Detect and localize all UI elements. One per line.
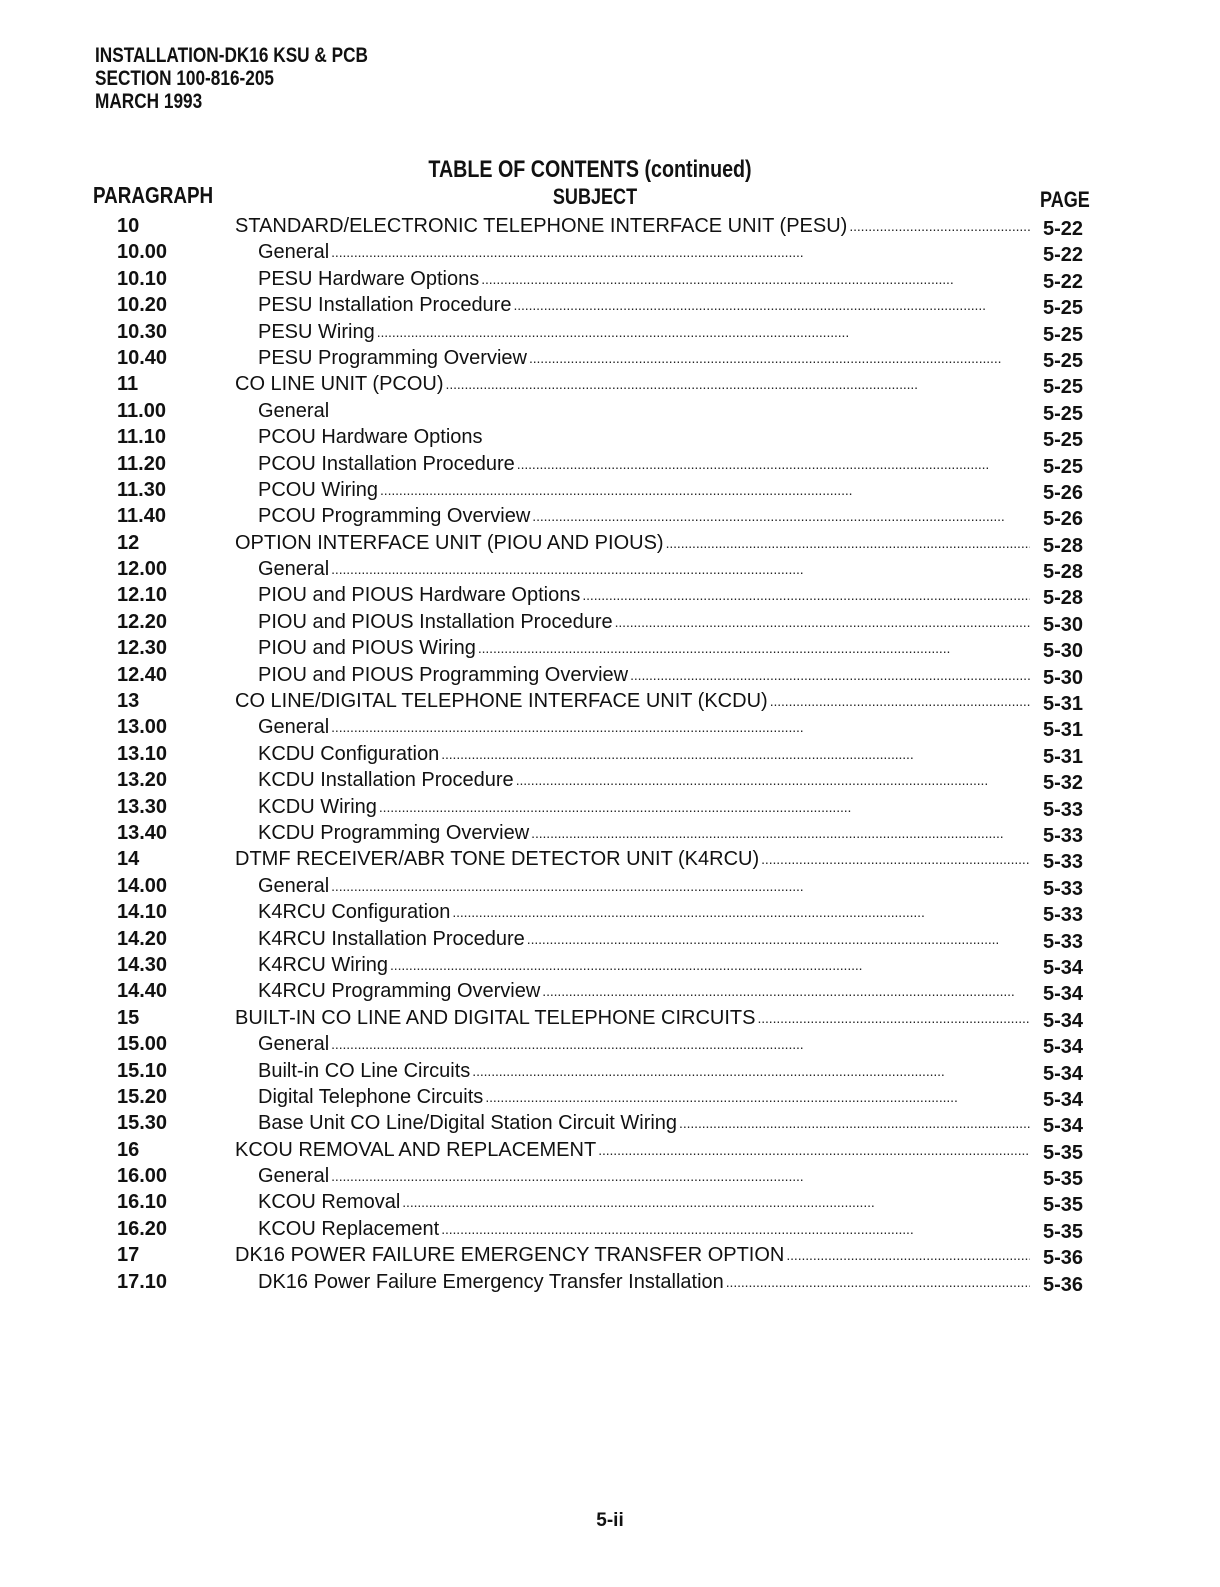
paragraph-number: 11.00 <box>117 399 166 422</box>
dot-leader <box>331 1163 1030 1189</box>
entry-subject: PIOU and PIOUS Hardware Options <box>258 584 581 607</box>
entry-page: 5-25 <box>1043 455 1084 478</box>
toc-entry <box>0 820 1220 846</box>
entry-subject: KCDU Installation Procedure <box>258 769 514 792</box>
paragraph-number: 15.00 <box>117 1033 168 1056</box>
entry-subject: Digital Telephone Circuits <box>258 1085 484 1108</box>
entry-page: 5-26 <box>1043 508 1084 531</box>
paragraph-number: 11.40 <box>117 505 166 528</box>
paragraph-number: 14 <box>117 848 140 871</box>
toc-entry <box>0 1189 1220 1215</box>
entry-page: 5-28 <box>1043 561 1084 584</box>
toc-list <box>0 213 1220 1295</box>
paragraph-number: 12.10 <box>117 584 168 607</box>
entry-page: 5-25 <box>1043 376 1084 399</box>
entry-subject: PESU Programming Overview <box>258 346 527 369</box>
entry-page: 5-36 <box>1043 1273 1084 1296</box>
toc-entry <box>0 767 1220 793</box>
toc-entry <box>0 952 1220 978</box>
dot-leader <box>481 266 1030 292</box>
page-number: 5-ii <box>596 1510 624 1531</box>
toc-entry <box>0 266 1220 292</box>
entry-subject: PESU Wiring <box>258 320 375 343</box>
entry-page: 5-31 <box>1043 719 1084 742</box>
paragraph-number: 10.00 <box>117 241 168 264</box>
paragraph-number: 14.40 <box>117 980 168 1003</box>
entry-subject: KCDU Wiring <box>258 795 377 818</box>
column-header-page: PAGE <box>1040 187 1090 212</box>
toc-entry <box>0 582 1220 608</box>
dot-leader <box>331 239 1030 265</box>
dot-leader <box>380 477 1030 503</box>
dot-leader <box>402 1189 1030 1215</box>
paragraph-number: 17 <box>117 1244 140 1267</box>
paragraph-number: 10 <box>117 215 140 237</box>
entry-subject: PCOU Programming Overview <box>258 505 531 528</box>
paragraph-number: 13 <box>117 690 140 713</box>
document-header <box>95 44 368 113</box>
entry-subject: DK16 Power Failure Emergency Transfer Installation <box>258 1270 724 1293</box>
dot-leader <box>485 1084 1030 1110</box>
dot-leader <box>331 714 1030 740</box>
dot-leader <box>542 978 1030 1004</box>
paragraph-number: 12.20 <box>117 610 168 633</box>
entry-page: 5-34 <box>1043 1062 1084 1085</box>
entry-page: 5-22 <box>1043 270 1084 293</box>
entry-subject: KCDU Programming Overview <box>258 821 530 844</box>
toc-entry <box>0 451 1220 477</box>
toc-entry <box>0 1163 1220 1189</box>
header-section: SECTION 100-816-205 <box>95 67 274 90</box>
entry-subject: STANDARD/ELECTRONIC TELEPHONE INTERFACE UNIT (PESU) <box>235 215 848 237</box>
paragraph-number: 13.10 <box>117 742 168 765</box>
dot-leader <box>513 292 1030 318</box>
toc-entry <box>0 424 1220 450</box>
toc-entry <box>0 1084 1220 1110</box>
toc-entry <box>0 1269 1220 1295</box>
paragraph-number: 11.10 <box>117 426 166 449</box>
toc-entry <box>0 635 1220 661</box>
entry-subject: BUILT-IN CO LINE AND DIGITAL TELEPHONE CIRCUITS <box>235 1006 756 1029</box>
paragraph-number: 16 <box>117 1138 140 1161</box>
paragraph-number: 16.00 <box>117 1165 168 1188</box>
entry-page: 5-31 <box>1043 693 1084 716</box>
entry-page: 5-25 <box>1043 429 1084 452</box>
paragraph-number: 13.20 <box>117 769 168 792</box>
entry-subject: DTMF RECEIVER/ABR TONE DETECTOR UNIT (K4RCU) <box>235 848 760 871</box>
entry-page: 5-34 <box>1043 1115 1084 1138</box>
entry-page: 5-26 <box>1043 481 1084 504</box>
toc-entry <box>0 846 1220 872</box>
entry-page: 5-33 <box>1043 877 1084 900</box>
entry-page: 5-34 <box>1043 1036 1084 1059</box>
toc-entry <box>0 477 1220 503</box>
entry-page: 5-28 <box>1043 534 1084 557</box>
dot-leader <box>331 556 1030 582</box>
entry-subject: PESU Installation Procedure <box>258 294 512 317</box>
paragraph-number: 11.20 <box>117 452 166 475</box>
toc-entry <box>0 714 1220 740</box>
entry-page: 5-25 <box>1043 349 1084 372</box>
toc-entry <box>0 503 1220 529</box>
paragraph-number: 10.30 <box>117 320 168 343</box>
dot-leader <box>516 767 1030 793</box>
entry-page: 5-22 <box>1043 244 1084 267</box>
entry-subject: General <box>258 241 330 264</box>
dot-leader <box>726 1269 1030 1295</box>
entry-page: 5-25 <box>1043 402 1084 425</box>
paragraph-number: 12.00 <box>117 558 168 581</box>
toc-entry <box>0 1031 1220 1057</box>
paragraph-number: 10.10 <box>117 267 168 290</box>
entry-page: 5-33 <box>1043 851 1084 874</box>
entry-subject: PIOU and PIOUS Wiring <box>258 637 476 660</box>
entry-page: 5-35 <box>1043 1194 1084 1217</box>
entry-subject: DK16 POWER FAILURE EMERGENCY TRANSFER OPTION <box>235 1244 785 1267</box>
entry-page: 5-31 <box>1043 745 1084 768</box>
entry-subject: OPTION INTERFACE UNIT (PIOU AND PIOUS) <box>235 531 664 554</box>
entry-page: 5-34 <box>1043 956 1084 979</box>
entry-subject: General <box>258 874 330 897</box>
dot-leader <box>441 741 1030 767</box>
dot-leader <box>757 1005 1030 1031</box>
paragraph-number: 12.40 <box>117 663 168 686</box>
paragraph-number: 13.00 <box>117 716 168 739</box>
entry-page: 5-32 <box>1043 772 1084 795</box>
entry-page: 5-33 <box>1043 798 1084 821</box>
entry-subject: General <box>258 399 330 422</box>
entry-subject: KCOU Removal <box>258 1191 401 1214</box>
dot-leader <box>446 371 1030 397</box>
entry-page: 5-33 <box>1043 904 1084 927</box>
paragraph-number: 12.30 <box>117 637 168 660</box>
dot-leader <box>390 952 1030 978</box>
paragraph-number: 14.20 <box>117 927 168 950</box>
toc-entry <box>0 530 1220 556</box>
dot-leader <box>478 635 1030 661</box>
dot-leader <box>331 398 1030 424</box>
entry-page: 5-30 <box>1043 666 1084 689</box>
toc-entry <box>0 1005 1220 1031</box>
toc-entry <box>0 873 1220 899</box>
paragraph-number: 10.40 <box>117 346 168 369</box>
dot-leader <box>761 846 1030 872</box>
entry-page: 5-34 <box>1043 983 1084 1006</box>
entry-page: 5-25 <box>1043 323 1084 346</box>
paragraph-number: 15.20 <box>117 1085 168 1108</box>
entry-page: 5-34 <box>1043 1009 1084 1032</box>
dot-leader <box>452 899 1030 925</box>
entry-subject: PCOU Hardware Options <box>258 426 483 449</box>
entry-subject: PIOU and PIOUS Installation Procedure <box>258 610 613 633</box>
paragraph-number: 10.20 <box>117 294 168 317</box>
paragraph-number: 11.30 <box>117 478 166 501</box>
dot-leader <box>598 1137 1030 1163</box>
entry-subject: KCOU REMOVAL AND REPLACEMENT <box>235 1138 597 1161</box>
paragraph-number: 12 <box>117 531 140 554</box>
dot-leader <box>331 873 1030 899</box>
toc-entry <box>0 662 1220 688</box>
entry-subject: KCOU Replacement <box>258 1217 440 1240</box>
entry-subject: K4RCU Programming Overview <box>258 980 541 1003</box>
entry-subject: PCOU Wiring <box>258 478 379 501</box>
entry-subject: Base Unit CO Line/Digital Station Circuit Wiring <box>258 1112 678 1135</box>
dot-leader <box>786 1242 1030 1268</box>
dot-leader <box>472 1058 1030 1084</box>
paragraph-number: 16.10 <box>117 1191 168 1214</box>
dot-leader <box>666 530 1030 556</box>
toc-entry <box>0 609 1220 635</box>
dot-leader <box>377 319 1030 345</box>
header-title: INSTALLATION-DK16 KSU & PCB <box>95 44 368 67</box>
toc-entry <box>0 345 1220 371</box>
entry-subject: CO LINE UNIT (PCOU) <box>235 373 444 396</box>
entry-page: 5-33 <box>1043 824 1084 847</box>
dot-leader <box>615 609 1030 635</box>
dot-leader <box>331 1031 1030 1057</box>
entry-subject: K4RCU Installation Procedure <box>258 927 525 950</box>
paragraph-number: 14.00 <box>117 874 168 897</box>
entry-subject: KCDU Configuration <box>258 742 440 765</box>
entry-page: 5-35 <box>1043 1141 1084 1164</box>
column-header-subject: SUBJECT <box>552 184 638 209</box>
paragraph-number: 15 <box>117 1006 140 1029</box>
toc-entry <box>0 794 1220 820</box>
entry-subject: PCOU Installation Procedure <box>258 452 515 475</box>
toc-entry <box>0 319 1220 345</box>
dot-leader <box>379 794 1030 820</box>
paragraph-number: 15.30 <box>117 1112 168 1135</box>
toc-entry <box>0 1110 1220 1136</box>
entry-subject: General <box>258 1165 330 1188</box>
dot-leader <box>532 503 1030 529</box>
toc-entry <box>0 556 1220 582</box>
entry-subject: General <box>258 558 330 581</box>
toc-entry <box>0 239 1220 265</box>
dot-leader <box>441 1216 1030 1242</box>
entry-page: 5-28 <box>1043 587 1084 610</box>
paragraph-number: 11 <box>117 373 139 396</box>
paragraph-number: 17.10 <box>117 1270 168 1293</box>
entry-page: 5-33 <box>1043 930 1084 953</box>
dot-leader <box>531 820 1030 846</box>
dot-leader <box>770 688 1030 714</box>
entry-subject: Built-in CO Line Circuits <box>258 1059 471 1082</box>
entry-page: 5-35 <box>1043 1220 1084 1243</box>
toc-entry <box>0 371 1220 397</box>
entry-page: 5-30 <box>1043 613 1084 636</box>
toc-entry <box>0 978 1220 1004</box>
toc-entry <box>0 292 1220 318</box>
paragraph-number: 14.30 <box>117 953 168 976</box>
toc-entry <box>0 741 1220 767</box>
page-title: TABLE OF CONTENTS (continued) <box>428 156 752 183</box>
entry-subject: PESU Hardware Options <box>258 267 480 290</box>
entry-subject: General <box>258 716 330 739</box>
toc-entry <box>0 688 1220 714</box>
entry-page: 5-34 <box>1043 1088 1084 1111</box>
dot-leader <box>582 582 1030 608</box>
dot-leader <box>485 424 1030 450</box>
entry-page: 5-36 <box>1043 1247 1084 1270</box>
paragraph-number: 14.10 <box>117 901 168 924</box>
toc-entry <box>0 1216 1220 1242</box>
entry-subject: PIOU and PIOUS Programming Overview <box>258 663 629 686</box>
paragraph-number: 15.10 <box>117 1059 168 1082</box>
dot-leader <box>679 1110 1030 1136</box>
dot-leader <box>527 926 1030 952</box>
dot-leader <box>630 662 1030 688</box>
entry-subject: K4RCU Configuration <box>258 901 451 924</box>
dot-leader <box>849 213 1030 239</box>
entry-page: 5-30 <box>1043 640 1084 663</box>
toc-entry <box>0 213 1220 239</box>
paragraph-number: 16.20 <box>117 1217 168 1240</box>
paragraph-number: 13.30 <box>117 795 168 818</box>
toc-entry <box>0 398 1220 424</box>
entry-page: 5-22 <box>1043 218 1084 240</box>
entry-page: 5-35 <box>1043 1168 1084 1191</box>
toc-entry <box>0 1058 1220 1084</box>
toc-entry <box>0 926 1220 952</box>
toc-entry <box>0 1137 1220 1163</box>
header-date: MARCH 1993 <box>95 90 203 113</box>
entry-page: 5-25 <box>1043 297 1084 320</box>
dot-leader <box>517 451 1030 477</box>
toc-entry <box>0 899 1220 925</box>
paragraph-number: 13.40 <box>117 821 168 844</box>
entry-subject: K4RCU Wiring <box>258 953 389 976</box>
column-header-paragraph: PARAGRAPH <box>93 182 214 208</box>
entry-subject: CO LINE/DIGITAL TELEPHONE INTERFACE UNIT (KCDU) <box>235 690 768 713</box>
dot-leader <box>529 345 1030 371</box>
toc-entry <box>0 1242 1220 1268</box>
entry-subject: General <box>258 1033 330 1056</box>
